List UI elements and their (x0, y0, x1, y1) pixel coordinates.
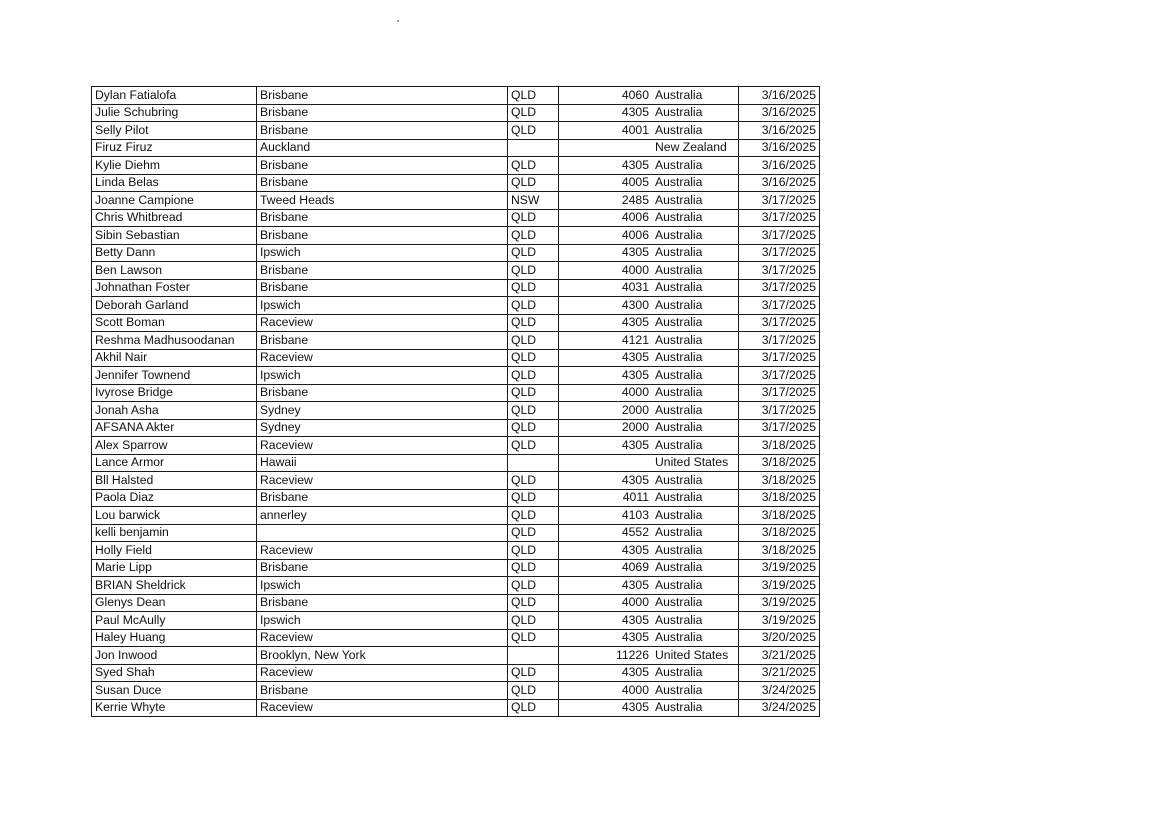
name-cell: Ben Lawson (92, 262, 257, 280)
date-cell: 3/16/2025 (739, 122, 820, 140)
city-cell: Brisbane (257, 332, 508, 350)
postcode-cell: 4305 (559, 349, 653, 367)
country-cell: Australia (652, 384, 739, 402)
date-cell: 3/17/2025 (739, 332, 820, 350)
state-cell: QLD (508, 104, 559, 122)
table-row (92, 349, 820, 367)
table-row (92, 559, 820, 577)
date-cell: 3/19/2025 (739, 559, 820, 577)
postcode-cell: 4305 (559, 542, 653, 560)
name-cell: Deborah Garland (92, 297, 257, 315)
city-cell: Brooklyn, New York (257, 647, 508, 665)
name-cell: Syed Shah (92, 664, 257, 682)
country-cell: Australia (652, 524, 739, 542)
state-cell (508, 647, 559, 665)
state-cell (508, 454, 559, 472)
postcode-cell: 4060 (559, 87, 653, 105)
name-cell: Sibin Sebastian (92, 227, 257, 245)
table-row (92, 279, 820, 297)
state-cell: QLD (508, 384, 559, 402)
city-cell: Raceview (257, 629, 508, 647)
date-cell: 3/18/2025 (739, 437, 820, 455)
city-cell: Brisbane (257, 104, 508, 122)
state-cell: QLD (508, 472, 559, 490)
city-cell: Brisbane (257, 122, 508, 140)
city-cell: annerley (257, 507, 508, 525)
city-cell: Raceview (257, 349, 508, 367)
state-cell: QLD (508, 262, 559, 280)
state-cell (508, 139, 559, 157)
country-cell: Australia (652, 227, 739, 245)
country-cell: Australia (652, 87, 739, 105)
date-cell: 3/19/2025 (739, 577, 820, 595)
table-row (92, 174, 820, 192)
date-cell: 3/21/2025 (739, 664, 820, 682)
table-row (92, 437, 820, 455)
date-cell: 3/16/2025 (739, 104, 820, 122)
city-cell: Ipswich (257, 297, 508, 315)
country-cell: Australia (652, 157, 739, 175)
state-cell: QLD (508, 367, 559, 385)
state-cell: QLD (508, 419, 559, 437)
records-table (91, 86, 820, 717)
name-cell: Kerrie Whyte (92, 699, 257, 717)
name-cell: Lou barwick (92, 507, 257, 525)
city-cell (257, 524, 508, 542)
postcode-cell: 4006 (559, 227, 653, 245)
city-cell: Brisbane (257, 279, 508, 297)
state-cell: QLD (508, 244, 559, 262)
table-row (92, 419, 820, 437)
date-cell: 3/17/2025 (739, 384, 820, 402)
table-row (92, 507, 820, 525)
city-cell: Brisbane (257, 559, 508, 577)
name-cell: Jennifer Townend (92, 367, 257, 385)
date-cell: 3/16/2025 (739, 87, 820, 105)
date-cell: 3/17/2025 (739, 314, 820, 332)
state-cell: QLD (508, 227, 559, 245)
postcode-cell: 4031 (559, 279, 653, 297)
postcode-cell: 2000 (559, 402, 653, 420)
city-cell: Raceview (257, 314, 508, 332)
name-cell: Marie Lipp (92, 559, 257, 577)
city-cell: Ipswich (257, 577, 508, 595)
state-cell: QLD (508, 402, 559, 420)
country-cell: Australia (652, 332, 739, 350)
name-cell: Chris Whitbread (92, 209, 257, 227)
postcode-cell: 11226 (559, 647, 653, 665)
date-cell: 3/17/2025 (739, 297, 820, 315)
name-cell: Selly Pilot (92, 122, 257, 140)
state-cell: NSW (508, 192, 559, 210)
table-row (92, 542, 820, 560)
country-cell: Australia (652, 367, 739, 385)
name-cell: Betty Dann (92, 244, 257, 262)
city-cell: Tweed Heads (257, 192, 508, 210)
country-cell: Australia (652, 612, 739, 630)
state-cell: QLD (508, 612, 559, 630)
state-cell: QLD (508, 349, 559, 367)
state-cell: QLD (508, 507, 559, 525)
name-cell: Reshma Madhusoodanan (92, 332, 257, 350)
postcode-cell: 4305 (559, 577, 653, 595)
postcode-cell: 4121 (559, 332, 653, 350)
city-cell: Ipswich (257, 612, 508, 630)
date-cell: 3/16/2025 (739, 174, 820, 192)
postcode-cell: 4305 (559, 437, 653, 455)
name-cell: Scott Boman (92, 314, 257, 332)
country-cell: Australia (652, 682, 739, 700)
date-cell: 3/18/2025 (739, 524, 820, 542)
postcode-cell: 4001 (559, 122, 653, 140)
country-cell: Australia (652, 542, 739, 560)
city-cell: Brisbane (257, 227, 508, 245)
table-row (92, 612, 820, 630)
postcode-cell: 4305 (559, 664, 653, 682)
name-cell: Alex Sparrow (92, 437, 257, 455)
table-row (92, 699, 820, 717)
country-cell: Australia (652, 104, 739, 122)
table-row (92, 157, 820, 175)
postcode-cell: 4552 (559, 524, 653, 542)
table-row (92, 454, 820, 472)
date-cell: 3/19/2025 (739, 612, 820, 630)
city-cell: Auckland (257, 139, 508, 157)
name-cell: Bll Halsted (92, 472, 257, 490)
country-cell: United States (652, 454, 739, 472)
state-cell: QLD (508, 699, 559, 717)
name-cell: Dylan Fatialofa (92, 87, 257, 105)
state-cell: QLD (508, 332, 559, 350)
state-cell: QLD (508, 664, 559, 682)
date-cell: 3/17/2025 (739, 367, 820, 385)
state-cell: QLD (508, 577, 559, 595)
table-row (92, 244, 820, 262)
country-cell: Australia (652, 279, 739, 297)
city-cell: Raceview (257, 542, 508, 560)
postcode-cell: 4011 (559, 489, 653, 507)
date-cell: 3/24/2025 (739, 682, 820, 700)
name-cell: Lance Armor (92, 454, 257, 472)
date-cell: 3/18/2025 (739, 454, 820, 472)
state-cell: QLD (508, 524, 559, 542)
state-cell: QLD (508, 314, 559, 332)
name-cell: BRIAN Sheldrick (92, 577, 257, 595)
date-cell: 3/16/2025 (739, 157, 820, 175)
state-cell: QLD (508, 594, 559, 612)
date-cell: 3/17/2025 (739, 419, 820, 437)
postcode-cell: 4305 (559, 612, 653, 630)
table-row (92, 139, 820, 157)
country-cell: Australia (652, 262, 739, 280)
state-cell: QLD (508, 559, 559, 577)
date-cell: 3/17/2025 (739, 402, 820, 420)
city-cell: Brisbane (257, 209, 508, 227)
table-row (92, 664, 820, 682)
state-cell: QLD (508, 174, 559, 192)
date-cell: 3/24/2025 (739, 699, 820, 717)
city-cell: Brisbane (257, 157, 508, 175)
country-cell: Australia (652, 559, 739, 577)
city-cell: Raceview (257, 699, 508, 717)
city-cell: Brisbane (257, 489, 508, 507)
date-cell: 3/21/2025 (739, 647, 820, 665)
city-cell: Raceview (257, 664, 508, 682)
date-cell: 3/19/2025 (739, 594, 820, 612)
country-cell: Australia (652, 402, 739, 420)
date-cell: 3/18/2025 (739, 472, 820, 490)
postcode-cell (559, 139, 653, 157)
date-cell: 3/17/2025 (739, 209, 820, 227)
date-cell: 3/18/2025 (739, 507, 820, 525)
postcode-cell: 4005 (559, 174, 653, 192)
country-cell: Australia (652, 244, 739, 262)
table-row (92, 367, 820, 385)
city-cell: Raceview (257, 472, 508, 490)
table-row (92, 682, 820, 700)
city-cell: Brisbane (257, 174, 508, 192)
state-cell: QLD (508, 87, 559, 105)
postcode-cell: 4305 (559, 367, 653, 385)
name-cell: Johnathan Foster (92, 279, 257, 297)
state-cell: QLD (508, 122, 559, 140)
name-cell: Haley Huang (92, 629, 257, 647)
country-cell: Australia (652, 192, 739, 210)
country-cell: Australia (652, 297, 739, 315)
name-cell: Linda Belas (92, 174, 257, 192)
country-cell: Australia (652, 664, 739, 682)
table-row (92, 629, 820, 647)
country-cell: Australia (652, 489, 739, 507)
table-row (92, 87, 820, 105)
postcode-cell: 4305 (559, 104, 653, 122)
city-cell: Brisbane (257, 682, 508, 700)
state-cell: QLD (508, 489, 559, 507)
postcode-cell: 4305 (559, 699, 653, 717)
table-row (92, 192, 820, 210)
table-row (92, 227, 820, 245)
date-cell: 3/18/2025 (739, 489, 820, 507)
city-cell: Raceview (257, 437, 508, 455)
country-cell: Australia (652, 314, 739, 332)
name-cell: Akhil Nair (92, 349, 257, 367)
city-cell: Sydney (257, 402, 508, 420)
state-cell: QLD (508, 209, 559, 227)
name-cell: Firuz Firuz (92, 139, 257, 157)
table-row (92, 262, 820, 280)
postcode-cell: 4000 (559, 384, 653, 402)
name-cell: Kylie Diehm (92, 157, 257, 175)
country-cell: Australia (652, 349, 739, 367)
name-cell: kelli benjamin (92, 524, 257, 542)
date-cell: 3/17/2025 (739, 244, 820, 262)
state-cell: QLD (508, 297, 559, 315)
table-row (92, 332, 820, 350)
postcode-cell (559, 454, 653, 472)
name-cell: Joanne Campione (92, 192, 257, 210)
country-cell: United States (652, 647, 739, 665)
postcode-cell: 4006 (559, 209, 653, 227)
postcode-cell: 4000 (559, 262, 653, 280)
table-row (92, 594, 820, 612)
table-row (92, 209, 820, 227)
postcode-cell: 4305 (559, 157, 653, 175)
date-cell: 3/17/2025 (739, 262, 820, 280)
country-cell: Australia (652, 174, 739, 192)
date-cell: 3/17/2025 (739, 192, 820, 210)
name-cell: Holly Field (92, 542, 257, 560)
city-cell: Brisbane (257, 87, 508, 105)
state-cell: QLD (508, 682, 559, 700)
postcode-cell: 4305 (559, 472, 653, 490)
city-cell: Ipswich (257, 367, 508, 385)
scan-speck (397, 20, 399, 22)
city-cell: Brisbane (257, 384, 508, 402)
table-row (92, 384, 820, 402)
country-cell: Australia (652, 699, 739, 717)
table-row (92, 489, 820, 507)
date-cell: 3/16/2025 (739, 139, 820, 157)
name-cell: Paola Diaz (92, 489, 257, 507)
country-cell: Australia (652, 419, 739, 437)
name-cell: AFSANA Akter (92, 419, 257, 437)
name-cell: Jon Inwood (92, 647, 257, 665)
name-cell: Julie Schubring (92, 104, 257, 122)
country-cell: Australia (652, 122, 739, 140)
country-cell: Australia (652, 472, 739, 490)
postcode-cell: 4300 (559, 297, 653, 315)
date-cell: 3/17/2025 (739, 349, 820, 367)
table-row (92, 577, 820, 595)
state-cell: QLD (508, 542, 559, 560)
name-cell: Susan Duce (92, 682, 257, 700)
table-row (92, 104, 820, 122)
records-table-body (92, 87, 820, 717)
name-cell: Glenys Dean (92, 594, 257, 612)
postcode-cell: 4305 (559, 244, 653, 262)
table-row (92, 472, 820, 490)
city-cell: Brisbane (257, 262, 508, 280)
country-cell: Australia (652, 577, 739, 595)
country-cell: Australia (652, 209, 739, 227)
table-row (92, 122, 820, 140)
table-row (92, 297, 820, 315)
city-cell: Hawaii (257, 454, 508, 472)
country-cell: Australia (652, 629, 739, 647)
state-cell: QLD (508, 157, 559, 175)
postcode-cell: 2485 (559, 192, 653, 210)
name-cell: Paul McAully (92, 612, 257, 630)
state-cell: QLD (508, 279, 559, 297)
date-cell: 3/20/2025 (739, 629, 820, 647)
postcode-cell: 4000 (559, 682, 653, 700)
city-cell: Sydney (257, 419, 508, 437)
city-cell: Brisbane (257, 594, 508, 612)
table-row (92, 402, 820, 420)
state-cell: QLD (508, 437, 559, 455)
table-row (92, 314, 820, 332)
date-cell: 3/17/2025 (739, 227, 820, 245)
table-row (92, 647, 820, 665)
name-cell: Ivyrose Bridge (92, 384, 257, 402)
date-cell: 3/17/2025 (739, 279, 820, 297)
table-row (92, 524, 820, 542)
postcode-cell: 4103 (559, 507, 653, 525)
postcode-cell: 2000 (559, 419, 653, 437)
country-cell: Australia (652, 594, 739, 612)
date-cell: 3/18/2025 (739, 542, 820, 560)
country-cell: Australia (652, 507, 739, 525)
name-cell: Jonah Asha (92, 402, 257, 420)
country-cell: Australia (652, 437, 739, 455)
postcode-cell: 4000 (559, 594, 653, 612)
postcode-cell: 4069 (559, 559, 653, 577)
state-cell: QLD (508, 629, 559, 647)
country-cell: New Zealand (652, 139, 739, 157)
postcode-cell: 4305 (559, 314, 653, 332)
city-cell: Ipswich (257, 244, 508, 262)
postcode-cell: 4305 (559, 629, 653, 647)
